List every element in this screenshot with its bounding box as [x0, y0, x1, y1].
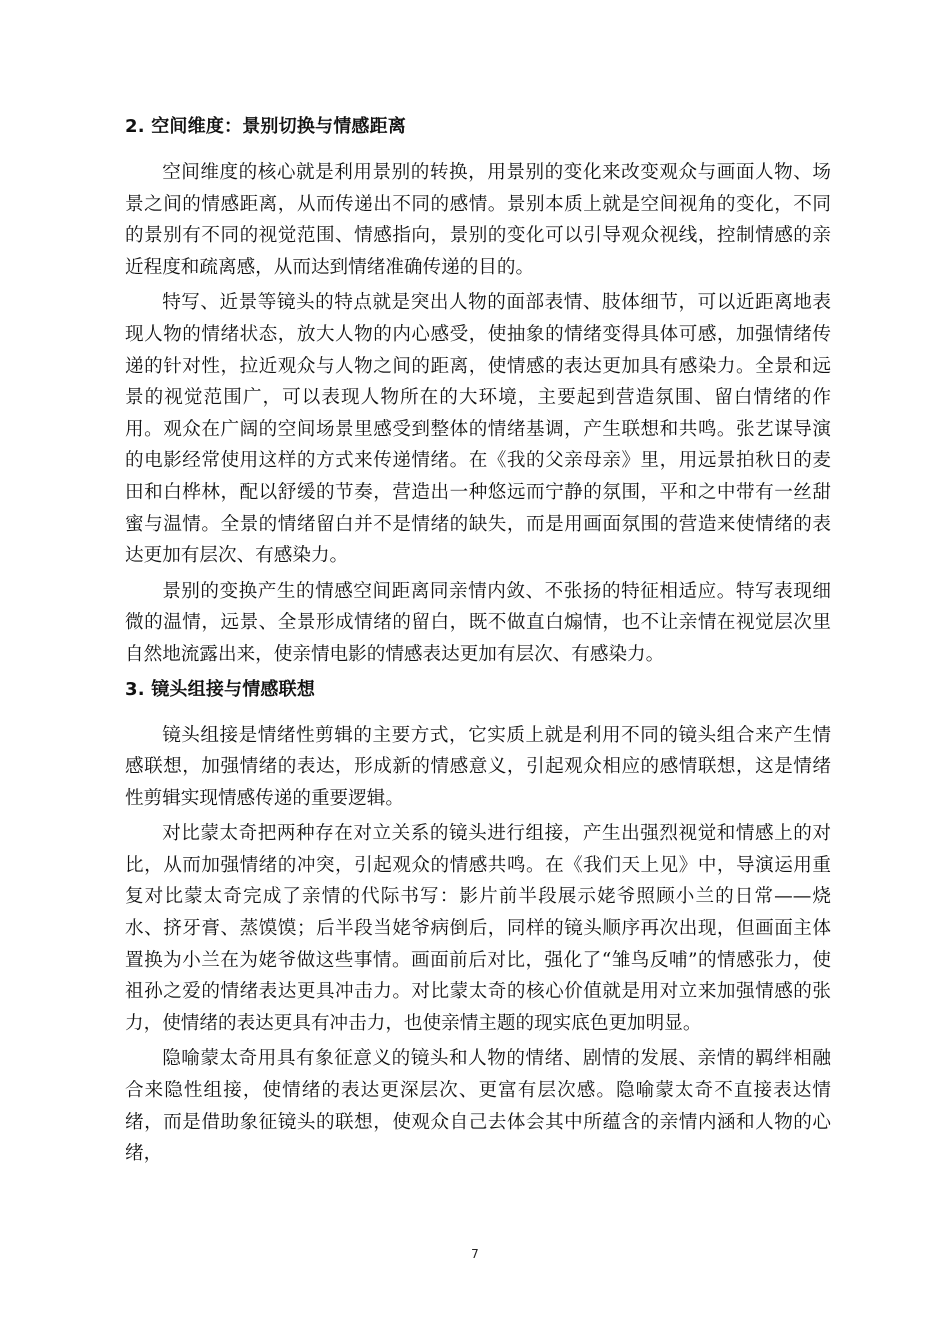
body-paragraph: 空间维度的核心就是利用景别的转换，用景别的变化来改变观众与画面人物、场景之间的情感距离，从而传递出不同的感情。景别本质上就是空间视角的变化，不同的景别有不同的视觉范围、情感指向，景别的变化可以引导观众视线，控制情感的亲近程度和疏离感，从而达到情绪准确传递的目的。: [125, 162, 831, 278]
body-paragraph: 隐喻蒙太奇用具有象征意义的镜头和人物的情绪、剧情的发展、亲情的羁绊相融合来隐性组接，使情绪的表达更深层次、更富有层次感。隐喻蒙太奇不直接表达情绪，而是借助象征镜头的联想，使观众自己去体会其中所蕴含的亲情内涵和人物的心绪，: [125, 1048, 831, 1165]
section-heading-spatial-dimension: 2. 空间维度：景别切换与情感距离: [125, 116, 407, 137]
page-number: 7: [471, 1247, 479, 1261]
page-body: [125, 112, 831, 1174]
body-paragraph: 镜头组接是情绪性剪辑的主要方式，它实质上就是利用不同的镜头组合来产生情感联想，加强情绪的表达，形成新的情感意义，引起观众相应的感情联想，这是情绪性剪辑实现情感传递的重要逻辑。: [125, 724, 831, 809]
section-heading-shot-montage: 3. 镜头组接与情感联想: [125, 678, 316, 700]
body-paragraph: 对比蒙太奇把两种存在对立关系的镜头进行组接，产生出强烈视觉和情感上的对比，从而加强情绪的冲突，引起观众的情感共鸣。在《我们天上见》中，导演运用重复对比蒙太奇完成了亲情的代际书写：影片前半段展示姥爷照顾小兰的日常——烧水、挤牙膏、蒸馍馍；后半段当姥爷病倒后，同样的镜头顺序再次出现，但画面主体置换为小兰在为姥爷做这些事情。画面前后对比，强化了“雏鸟反哺”的情感张力，使祖孙之爱的情绪表达更具冲击力。对比蒙太奇的核心价值就是用对立来加强情感的张力，使情绪的表达更具有冲击力，也使亲情主题的现实底色更加明显。: [125, 823, 831, 1034]
body-paragraph: 景别的变换产生的情感空间距离同亲情内敛、不张扬的特征相适应。特写表现细微的温情，远景、全景形成情绪的留白，既不做直白煽情，也不让亲情在视觉层次里自然地流露出来，使亲情电影的情感表达更加有层次、有感染力。: [125, 580, 831, 665]
body-paragraph: 特写、近景等镜头的特点就是突出人物的面部表情、肢体细节，可以近距离地表现人物的情绪状态，放大人物的内心感受，使抽象的情绪变得具体可感，加强情绪传递的针对性，拉近观众与人物之间的距离，使情感的表达更加具有感染力。全景和远景的视觉范围广，可以表现人物所在的大环境，主要起到营造氛围、留白情绪的作用。观众在广阔的空间场景里感受到整体的情绪基调，产生联想和共鸣。张艺谋导演的电影经常使用这样的方式来传递情绪。在《我的父亲母亲》里，用远景拍秋日的麦田和白桦林，配以舒缓的节奏，营造出一种悠远而宁静的氛围，平和之中带有一丝甜蜜与温情。全景的情绪留白并不是情绪的缺失，而是用画面氛围的营造来使情绪的表达更加有层次、有感染力。: [125, 292, 831, 567]
